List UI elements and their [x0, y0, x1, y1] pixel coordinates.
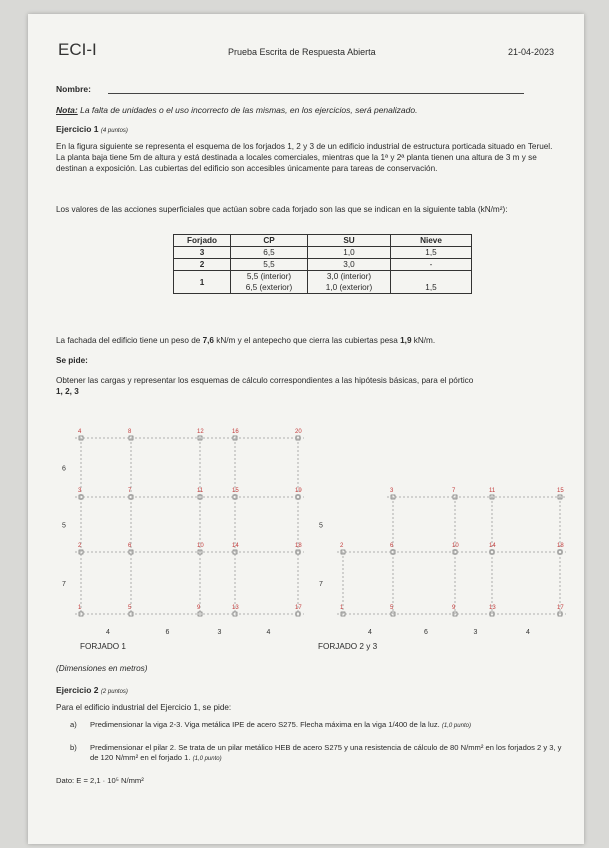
node-label: 11: [489, 488, 496, 494]
node-label: 2: [340, 543, 344, 549]
table-header: CP: [231, 235, 308, 247]
node-label: 1: [340, 605, 344, 611]
ex1-question-frame: 1, 2, 3: [56, 387, 79, 396]
table-cell: 1,0 (exterior): [308, 282, 391, 294]
node-label: 11: [197, 488, 204, 494]
ex1-points: (4 puntos): [100, 128, 128, 134]
node-label: 1: [78, 605, 82, 611]
parapet-weight-value: 1,9: [400, 336, 412, 345]
node-label: 6: [128, 543, 132, 549]
ex2-a-points: (1,0 punto): [441, 723, 471, 729]
node-label: 13: [489, 605, 496, 611]
exam-date: 21-04-2023: [508, 47, 555, 57]
forjado-1-diagram: [62, 429, 304, 636]
table-cell: -: [391, 259, 472, 271]
nota-label: Nota:: [56, 105, 78, 115]
table-header: SU: [308, 235, 391, 247]
bay-dimension: 3: [473, 629, 478, 636]
node-label: 2: [78, 543, 82, 549]
p3-c: kN/m y el antepecho que cierra las cubiertas pesa: [213, 336, 401, 345]
p3-a: La fachada del edificio tiene un peso de: [56, 336, 203, 345]
dato-value: E = 2,1 · 10⁵ N/mm²: [76, 776, 144, 785]
ex1-title-text: Ejercicio 1: [56, 124, 99, 134]
bay-dimension: 3: [217, 629, 222, 636]
table-cell: 1: [174, 271, 231, 294]
bay-dimension: 6: [424, 629, 428, 636]
table-cell: 3: [174, 247, 231, 259]
bay-dimension: 4: [368, 629, 372, 636]
ex2-b-points: (1,0 punto): [192, 756, 222, 762]
node-label: 3: [390, 488, 394, 494]
node-label: 12: [197, 429, 204, 435]
course-code: ECI-I: [58, 40, 97, 59]
node-label: 4: [78, 429, 82, 435]
bay-dimension: 4: [526, 629, 530, 636]
exam-title: Prueba Escrita de Respuesta Abierta: [228, 47, 376, 57]
node-label: 6: [390, 543, 394, 549]
span-dimension: 7: [319, 581, 323, 588]
node-label: 15: [557, 488, 564, 494]
ex1-paragraph-1: En la figura siguiente se representa el esquema de los forjados 1, 2 y 3 de un edificio industrial de estructura porticada situado en Teruel. La planta baja tiene 5m de altura y está destinada a locales comerciales, mientras que la 1ª y 2ª planta tienen una altura de 3 m y se destinan a exposición. Las cubiertas del edificio son accesibles únicamente para tareas de conservación.: [56, 142, 553, 173]
span-dimension: 6: [62, 465, 66, 473]
node-label: 5: [128, 605, 132, 611]
bay-dimension: 4: [106, 629, 110, 636]
table-header: Forjado: [174, 235, 231, 247]
span-dimension: 7: [62, 581, 66, 588]
bay-dimension: 4: [266, 629, 271, 636]
table-cell: 6,5: [231, 247, 308, 259]
node-label: 5: [390, 605, 394, 611]
dato: [56, 776, 144, 786]
table-cell: 3,0 (interior): [308, 271, 391, 283]
node-label: 17: [557, 605, 564, 611]
node-label: 13: [232, 605, 239, 611]
frame-diagrams: [28, 14, 584, 664]
table-header: Nieve: [391, 235, 472, 247]
nota-text: La falta de unidades o el uso incorrecto de las mismas, en los ejercicios, será penalizado.: [77, 105, 418, 115]
node-label: 7: [452, 488, 456, 494]
table-cell: 5,5: [231, 259, 308, 271]
node-label: 14: [232, 543, 239, 549]
node-label: 18: [295, 543, 302, 549]
node-label: 9: [197, 605, 201, 611]
se-pide: Se pide:: [56, 356, 88, 365]
node-label: 14: [489, 543, 496, 549]
ex2-points: (2 puntos): [100, 689, 128, 695]
forjado-2-3-caption: FORJADO 2 y 3: [318, 642, 378, 651]
node-label: 8: [128, 429, 132, 435]
facade-weight-value: 7,6: [202, 336, 214, 345]
table-cell: 1,0: [308, 247, 391, 259]
span-dimension: 5: [319, 522, 323, 530]
ex1-paragraph-2: Los valores de las acciones superficiales que actúan sobre cada forjado son las que se indican en la siguiente tabla (kN/m²):: [56, 205, 508, 214]
ex2-title: [56, 685, 128, 695]
node-label: 15: [232, 488, 239, 494]
table-cell: 1,5: [391, 247, 472, 259]
exam-sheet: [28, 14, 584, 844]
node-label: 19: [295, 488, 302, 494]
node-label: 7: [128, 488, 132, 494]
ex2-title-text: Ejercicio 2: [56, 685, 99, 695]
ex2-a-text: Predimensionar la viga 2-3. Viga metálica IPE de acero S275. Flecha máxima en la viga 1/400 de la luz.: [90, 720, 440, 729]
dato-label: Dato:: [56, 776, 75, 785]
ex2-item-b: [90, 743, 568, 764]
table-cell: 6,5 (exterior): [231, 282, 308, 294]
node-label: 3: [78, 488, 82, 494]
table-cell: 1,5: [391, 271, 472, 294]
p3-e: kN/m.: [411, 336, 436, 345]
forjado-2-3-diagram: [319, 488, 566, 636]
name-label: Nombre:: [56, 84, 91, 94]
table-cell: 2: [174, 259, 231, 271]
node-label: 10: [452, 543, 459, 549]
node-label: 20: [295, 429, 302, 435]
node-label: 16: [232, 429, 239, 435]
node-label: 10: [197, 543, 204, 549]
node-label: 18: [557, 543, 564, 549]
ex2-b-label: b): [70, 743, 77, 752]
table-cell: 3,0: [308, 259, 391, 271]
node-label: 17: [295, 605, 302, 611]
forjado-1-caption: FORJADO 1: [80, 642, 126, 651]
ex2-item-a: [90, 720, 568, 731]
ex1-question-text: Obtener las cargas y representar los esquemas de cálculo correspondientes a las hipótesis básicas, para el pórtico: [56, 376, 474, 385]
ex2-a-label: a): [70, 720, 77, 729]
ex2-b-text: Predimensionar el pilar 2. Se trata de un pilar metálico HEB de acero S275 y una resistencia de cálculo de 80 N/mm² en los forjados 2 y 3, y de 120 N/mm² en el forjado 1.: [90, 743, 562, 762]
table-cell: 5,5 (interior): [231, 271, 308, 283]
ex2-intro: Para el edificio industrial del Ejercicio 1, se pide:: [56, 703, 232, 712]
node-label: 9: [452, 605, 456, 611]
span-dimension: 5: [62, 522, 66, 530]
dims-note: (Dimensiones en metros): [56, 664, 148, 673]
bay-dimension: 6: [165, 629, 170, 636]
